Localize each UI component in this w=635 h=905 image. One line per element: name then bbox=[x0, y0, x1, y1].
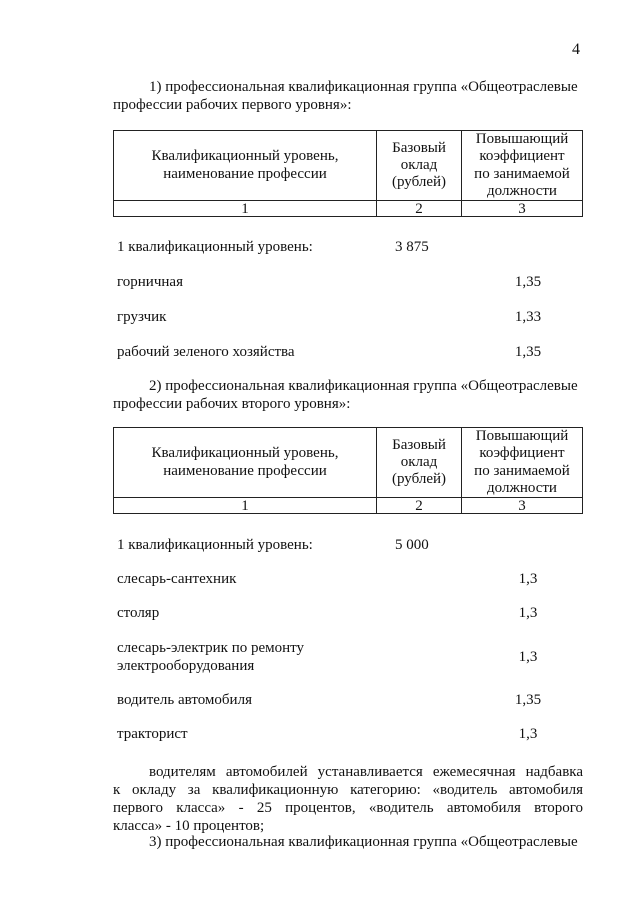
col3-line4: должности bbox=[487, 479, 557, 496]
profession-name: слесарь-сантехник bbox=[117, 571, 237, 587]
col3-line1: Повышающий bbox=[475, 428, 569, 444]
profession-name: тракторист bbox=[117, 726, 188, 742]
col-number-1: 1 bbox=[114, 201, 377, 217]
section1-intro-line1: 1) профессиональная квалификационная группа «Общеотраслевые bbox=[149, 79, 578, 95]
level-label: 1 квалификационный уровень: bbox=[117, 537, 313, 553]
col3-line3: по занимаемой bbox=[474, 462, 570, 479]
section2-intro-line1: 2) профессиональная квалификационная группа «Общеотраслевые bbox=[149, 378, 578, 394]
note-line1: водителям автомобилей устанавливается ежемесячная надбавка bbox=[149, 764, 583, 780]
section2-intro bbox=[113, 377, 583, 413]
col-header-base-salary bbox=[377, 428, 462, 498]
profession-name-line1: слесарь-электрик по ремонту bbox=[117, 640, 305, 656]
col2-line2: оклад bbox=[400, 156, 438, 173]
col3-line2: коэффициент bbox=[479, 148, 565, 165]
note-line4: класса» - 10 процентов; bbox=[113, 818, 265, 834]
section3-intro-line1: 3) профессиональная квалификационная группа «Общеотраслевые bbox=[149, 834, 578, 850]
profession-name: водитель автомобиля bbox=[117, 692, 252, 708]
col-header-level-name bbox=[114, 131, 377, 201]
coefficient: 1,35 bbox=[514, 344, 542, 360]
profession-name: грузчик bbox=[117, 309, 167, 325]
col-number-2: 2 bbox=[377, 201, 462, 217]
page-number: 4 bbox=[572, 41, 580, 58]
col-number-3: 3 bbox=[462, 498, 583, 514]
col-header-coefficient bbox=[462, 428, 583, 498]
col1-line2: наименование профессии bbox=[163, 165, 327, 182]
coefficient: 1,35 bbox=[514, 274, 542, 290]
profession-name: рабочий зеленого хозяйства bbox=[117, 344, 295, 360]
section1-intro bbox=[113, 78, 583, 114]
coefficient: 1,3 bbox=[518, 571, 538, 587]
level-label: 1 квалификационный уровень: bbox=[117, 239, 313, 255]
coefficient: 1,35 bbox=[514, 692, 542, 708]
col-number-2: 2 bbox=[377, 498, 462, 514]
col3-line3: по занимаемой bbox=[474, 165, 570, 182]
col-number-1: 1 bbox=[114, 498, 377, 514]
section1-table-header bbox=[113, 130, 583, 217]
profession-name: горничная bbox=[117, 274, 183, 290]
col1-line1: Квалификационный уровень, bbox=[151, 148, 339, 165]
profession-name bbox=[117, 639, 377, 675]
col-header-level-name bbox=[114, 428, 377, 498]
note-line2: к окладу за квалификационную категорию: «водитель автомобиля bbox=[113, 782, 583, 798]
col1-line2: наименование профессии bbox=[163, 462, 327, 479]
profession-name-line2: электрооборудования bbox=[117, 658, 255, 674]
note-line3: первого класса» - 25 процентов, «водитель автомобиля второго bbox=[113, 800, 583, 816]
col3-line2: коэффициент bbox=[479, 445, 565, 462]
col2-line1: Базовый bbox=[392, 139, 446, 156]
section2-intro-line2: профессии рабочих второго уровня»: bbox=[113, 396, 351, 412]
driver-bonus-note bbox=[113, 763, 583, 835]
col2-line3: (рублей) bbox=[391, 174, 447, 191]
base-salary: 5 000 bbox=[395, 537, 429, 553]
profession-name: столяр bbox=[117, 605, 160, 621]
base-salary: 3 875 bbox=[395, 239, 429, 255]
col2-line3: (рублей) bbox=[391, 471, 447, 488]
coefficient: 1,3 bbox=[518, 649, 538, 665]
section1-intro-line2: профессии рабочих первого уровня»: bbox=[113, 97, 352, 113]
col3-line4: должности bbox=[487, 182, 557, 199]
section3-intro bbox=[113, 833, 583, 851]
coefficient: 1,3 bbox=[518, 726, 538, 742]
coefficient: 1,33 bbox=[514, 309, 542, 325]
col2-line2: оклад bbox=[400, 453, 438, 470]
col-header-coefficient bbox=[462, 131, 583, 201]
coefficient: 1,3 bbox=[518, 605, 538, 621]
col1-line1: Квалификационный уровень, bbox=[151, 445, 339, 462]
col-number-3: 3 bbox=[462, 201, 583, 217]
col2-line1: Базовый bbox=[392, 436, 446, 453]
section2-table-header bbox=[113, 427, 583, 514]
col-header-base-salary bbox=[377, 131, 462, 201]
col3-line1: Повышающий bbox=[475, 131, 569, 147]
